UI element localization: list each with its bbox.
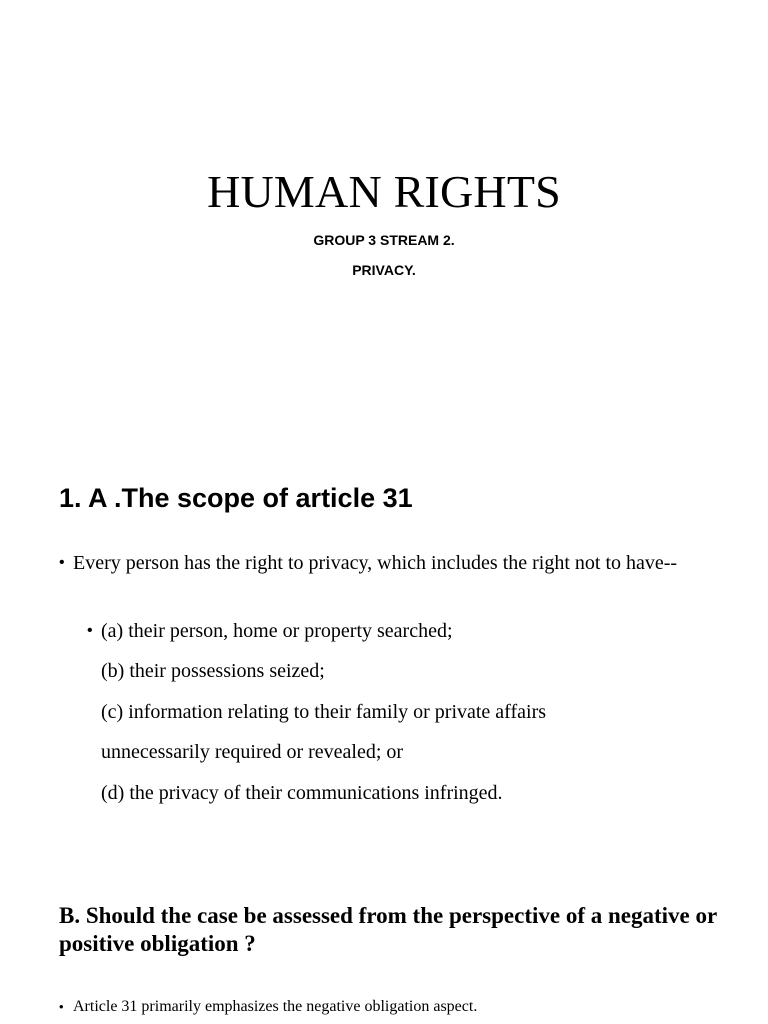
list-item-a: (a) their person, home or property searched; bbox=[101, 620, 453, 642]
bullet-item-obligation bbox=[59, 996, 709, 1018]
bullet-item-a bbox=[87, 619, 687, 643]
list-item-c: (c) information relating to their family or private affairs bbox=[101, 701, 547, 723]
slide-title: HUMAN RIGHTS bbox=[207, 166, 561, 217]
bullet-text: Every person has the right to privacy, which includes the right not to have-- bbox=[73, 552, 678, 574]
list-item-c-continued: unnecessarily required or revealed; or bbox=[101, 741, 404, 763]
section-heading-scope: 1. A .The scope of article 31 bbox=[59, 483, 413, 513]
list-item-b: (b) their possessions seized; bbox=[101, 660, 325, 682]
bullet-glyph: • bbox=[59, 554, 65, 571]
slide-subtitle-group: GROUP 3 STREAM 2. bbox=[313, 232, 455, 248]
list-item-d: (d) the privacy of their communications infringed. bbox=[101, 782, 503, 804]
section-heading-obligation: B. Should the case be assessed from the perspective of a negative or positive obligation ? bbox=[59, 903, 717, 956]
bullet-glyph: • bbox=[59, 999, 64, 1014]
slide-subtitle-topic: PRIVACY. bbox=[352, 262, 416, 278]
bullet-text: Article 31 primarily emphasizes the negative obligation aspect. bbox=[73, 998, 478, 1015]
bullet-glyph: • bbox=[87, 622, 93, 639]
bullet-item-main bbox=[59, 551, 709, 575]
